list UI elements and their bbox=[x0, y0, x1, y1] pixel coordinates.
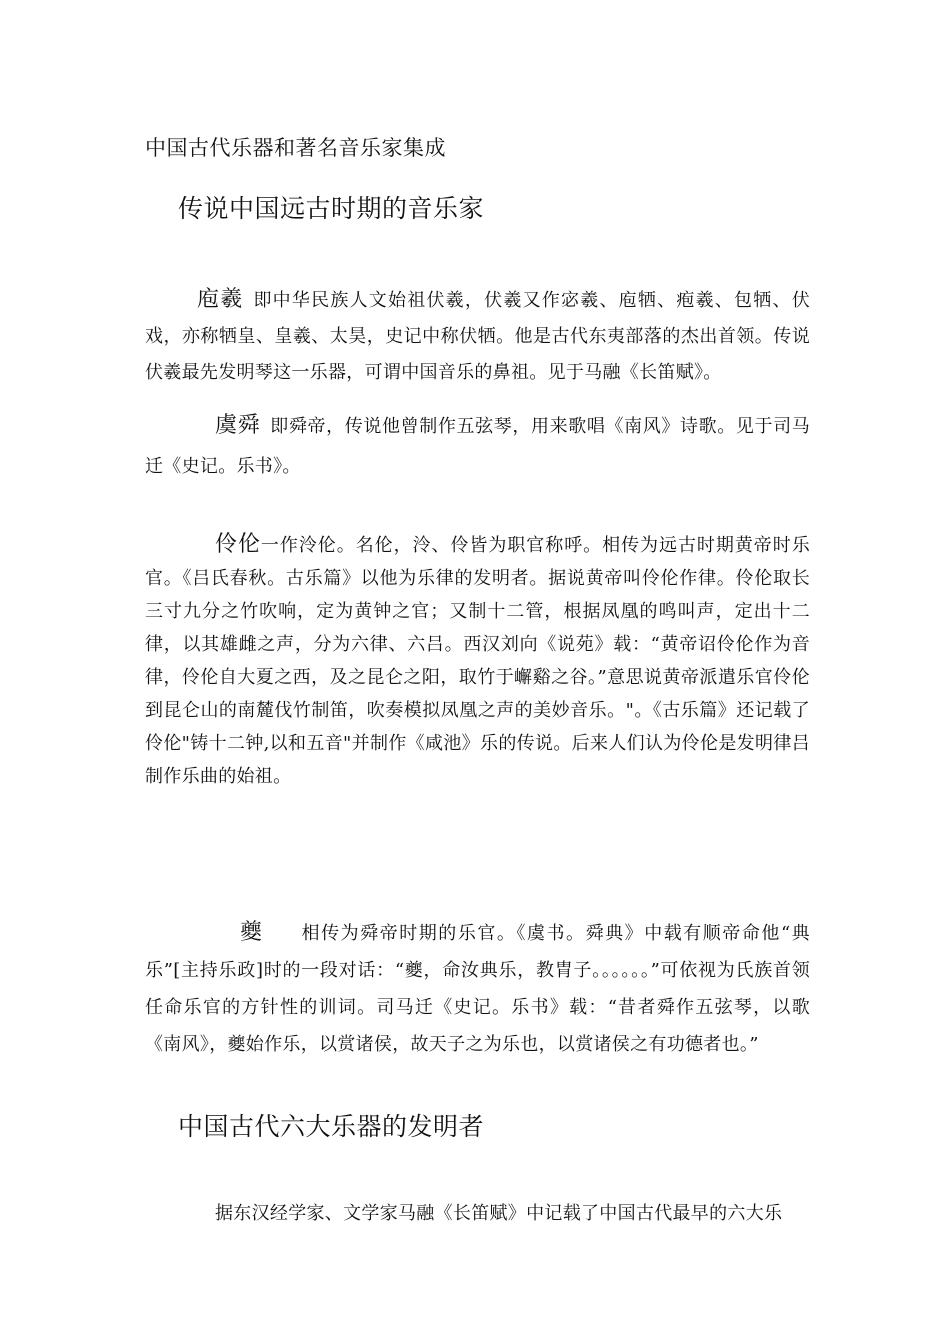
intro-paragraph bbox=[145, 1196, 810, 1232]
entry-paragraph bbox=[145, 406, 810, 487]
entry-paoxi bbox=[145, 282, 810, 391]
document-title: 中国古代乐器和著名音乐家集成 bbox=[145, 136, 446, 160]
entry-text: 相传为舜帝时期的乐官。《虞书。舜典》中载有顺帝命他“典乐”[主持乐政]时的一段对话：“夔，命汝典乐，教胄子。。。。。。”可依视为氏族首领任命乐官的方针性的训词。司马迁《史记。乐书》载：“昔者舜作五弦琴，以歌《南风》，夔始作乐，以赏诸侯，故天子之为乐也，以赏诸侯之有功德者也。” bbox=[145, 923, 810, 1055]
entry-linglun bbox=[145, 528, 810, 793]
entry-paragraph bbox=[145, 528, 810, 793]
entry-text: 即舜帝，传说他曾制作五弦琴，用来歌唱《南风》诗歌。见于司马迁《史记。乐书》。 bbox=[145, 416, 810, 477]
entry-name: 夔 bbox=[240, 920, 264, 945]
entry-text: 一作泠伦。名伦，泠、伶皆为职官称呼。相传为远古时期黄帝时乐官。《吕氏春秋。古乐篇》以他为乐律的发明者。据说黄帝叫伶伦作律。伶伦取长三寸九分之竹吹响，定为黄钟之官；又制十二管，根据凤凰的鸣叫声，定出十二律，以其雄雌之声，分为六律、六吕。西汉刘向《说苑》载：“黄帝诏伶伦作为音律，伶伦自大夏之西，及之昆仑之阳，取竹于嶰谿之谷。”意思说黄帝派遣乐官伶伦到昆仑山的南麓伐竹制笛，吹奏模拟凤凰之声的美妙音乐。"。《古乐篇》还记载了伶伦"铸十二钟,以和五音"并制作《咸池》乐的传说。后来人们认为伶伦是发明律吕制作乐曲的始祖。 bbox=[145, 535, 810, 787]
intro-text: 据东汉经学家、文学家马融《长笛赋》中记载了中国古代最早的六大乐 bbox=[215, 1203, 783, 1224]
section-heading-six-instruments: 中国古代六大乐器的发明者 bbox=[178, 1112, 485, 1141]
section-heading-ancient-musicians: 传说中国远古时期的音乐家 bbox=[178, 194, 485, 223]
entry-name: 伶伦 bbox=[215, 532, 261, 557]
entry-text: 即中华民族人文始祖伏羲，伏羲又作宓羲、庖牺、疱羲、包牺、伏戏，亦称牺皇、皇羲、太昊，史记中称伏牺。他是古代东夷部落的杰出首领。传说伏羲最先发明琴这一乐器，可谓中国音乐的鼻祖。见于马融《长笛赋》。 bbox=[145, 290, 810, 383]
entry-kui bbox=[145, 914, 810, 1063]
entry-yushun bbox=[145, 406, 810, 487]
entry-name: 虞舜 bbox=[215, 413, 261, 438]
section-intro bbox=[145, 1196, 810, 1232]
entry-paragraph bbox=[145, 282, 810, 391]
entry-name: 庖羲 bbox=[197, 287, 244, 312]
entry-paragraph bbox=[145, 914, 810, 1063]
